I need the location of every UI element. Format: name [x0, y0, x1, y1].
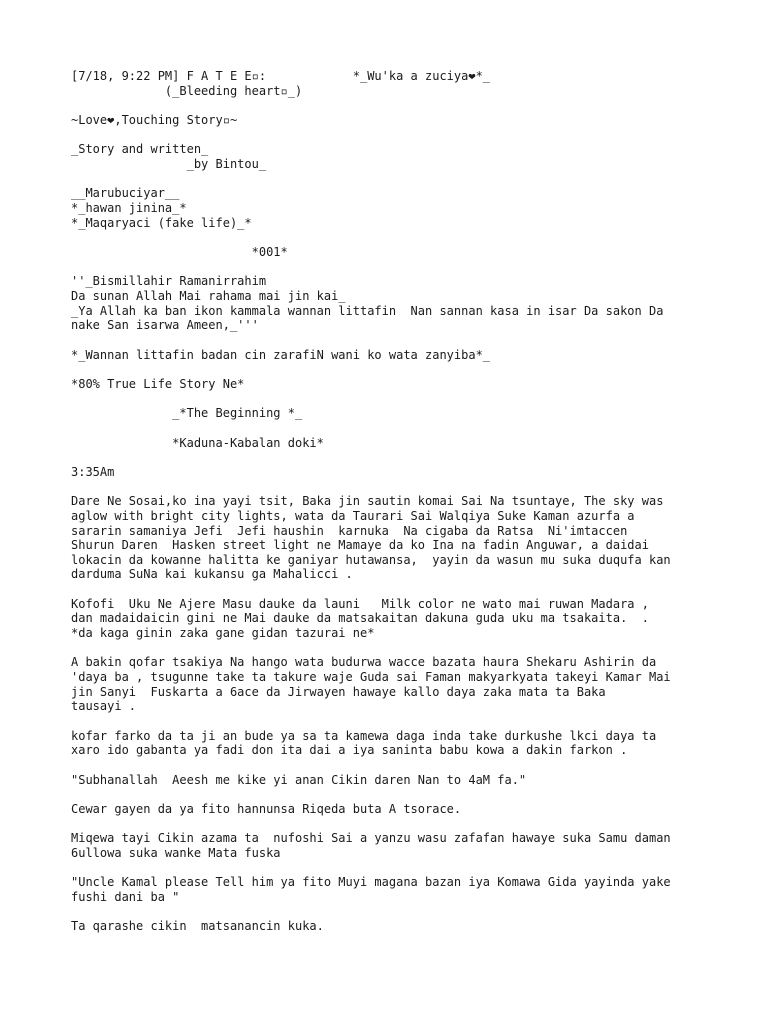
other-works-heading: __Marubuciyar__: [71, 186, 180, 201]
tagline: ~Love❤,Touching Story▫~: [71, 112, 238, 127]
dedication-line: *_Wannan littafin badan cin zarafiN wani ko wata zanyiba*_: [71, 347, 491, 362]
paragraph-line: sararin samaniya Jefi Jefi haushin karnuka Na cigaba da Ratsa Ni'imtaccen: [71, 523, 628, 538]
paragraph-line: dan madaidaicin gini ne Mai dauke da matsakaitan dakuna guda uku ma tsakaita. .: [71, 611, 649, 626]
prayer-line: ''_Bismillahir Ramanirrahim: [71, 274, 267, 289]
other-works-block: [71, 186, 711, 230]
dialogue-line: fushi dani ba ": [71, 889, 180, 904]
dialogue-block: [71, 875, 711, 904]
paragraph-line: jin Sanyi Fuskarta a 6ace da Jirwayen hawaye kallo daya zaka mata ta Baka: [71, 684, 606, 699]
location-line: *Kaduna-Kabalan doki*: [71, 435, 324, 450]
paragraph-line: aglow with bright city lights, wata da Taurari Sai Walqiya Suke Kaman azurfa a: [71, 509, 635, 524]
paragraph-line: 'daya ba , tsugunne take ta takure waje Guda sai Faman makyarkyata takeyi Kamar Mai: [71, 669, 671, 684]
paragraph-line: Dare Ne Sosai,ko ina yayi tsit, Baka jin sautin komai Sai Na tsuntaye, The sky was: [71, 494, 664, 509]
paragraph-line: *da kaga ginin zaka gane gidan tazurai ne*: [71, 626, 375, 640]
paragraph-line: Miqewa tayi Cikin azama ta nufoshi Sai a yanzu wasu zafafan hawaye suka Samu daman: [71, 831, 671, 846]
header-line: [7/18, 9:22 PM] F A T E E▫: *_Wu'ka a zuciya❤*_: [71, 69, 491, 83]
paragraph: [71, 494, 711, 582]
paragraph: [71, 831, 711, 860]
other-work-title: *_hawan jinina_*: [71, 200, 187, 215]
paragraph-line: tausayi .: [71, 699, 137, 714]
dialogue-line: "Subhanallah Aeesh me kike yi anan Cikin daren Nan to 4aM fa.": [71, 772, 527, 787]
paragraph-line: Cewar gayen da ya fito hannunsa Riqeda buta A tsorace.: [71, 801, 462, 816]
prayer-block: [71, 274, 711, 332]
chapter-number: *001*: [71, 244, 288, 259]
paragraph-line: kofar farko da ta ji an bude ya sa ta kamewa daga inda take durkushe lkci daya ta: [71, 728, 657, 743]
paragraph-line: 6ullowa suka wanke Mata fuska: [71, 845, 281, 860]
prayer-line: nake San isarwa Ameen,_''': [71, 318, 259, 333]
other-work-title: *_Maqaryaci (fake life)_*: [71, 215, 252, 230]
paragraph-line: A bakin qofar tsakiya Na hango wata budurwa wacce bazata haura Shekaru Ashirin da: [71, 655, 657, 670]
paragraph: [71, 597, 711, 641]
header-block: [71, 69, 711, 98]
dialogue-line: "Uncle Kamal please Tell him ya fito Muyi magana bazan iya Komawa Gida yayinda yake: [71, 875, 671, 890]
paragraph-line: xaro ido gabanta ya fadi don ita dai a iya saninta babu kowa a dakin farkon .: [71, 743, 628, 758]
credits-block: [71, 142, 711, 171]
credits-line: _Story and written_: [71, 142, 209, 157]
true-story-line: *80% True Life Story Ne*: [71, 376, 245, 391]
document-page: [71, 69, 711, 934]
prayer-line: _Ya Allah ka ban ikon kammala wannan littafin Nan sannan kasa in isar Da sakon Da: [71, 303, 664, 318]
time-line: 3:35Am: [71, 465, 115, 480]
section-title: _*The Beginning *_: [71, 406, 303, 421]
paragraph-line: darduma SuNa kai kukansu ga Mahalicci .: [71, 567, 353, 582]
paragraph-line: lokacin da kowanne halitta ke ganiyar hutawansa, yayin da wasun mu suka duqufa kan: [71, 552, 671, 567]
author-line: _by Bintou_: [71, 156, 267, 171]
paragraph: [71, 655, 711, 713]
paragraph-line: Kofofi Uku Ne Ajere Masu dauke da launi Milk color ne wato mai ruwan Madara ,: [71, 596, 649, 611]
prayer-line: Da sunan Allah Mai rahama mai jin kai_: [71, 288, 346, 303]
paragraph-line: Shurun Daren Hasken street light ne Mamaye da ko Ina na fadin Anguwar, a daidai: [71, 538, 649, 553]
paragraph: [71, 729, 711, 758]
header-subtitle: (_Bleeding heart▫_): [71, 83, 303, 98]
paragraph-line: Ta qarashe cikin matsanancin kuka.: [71, 919, 324, 934]
